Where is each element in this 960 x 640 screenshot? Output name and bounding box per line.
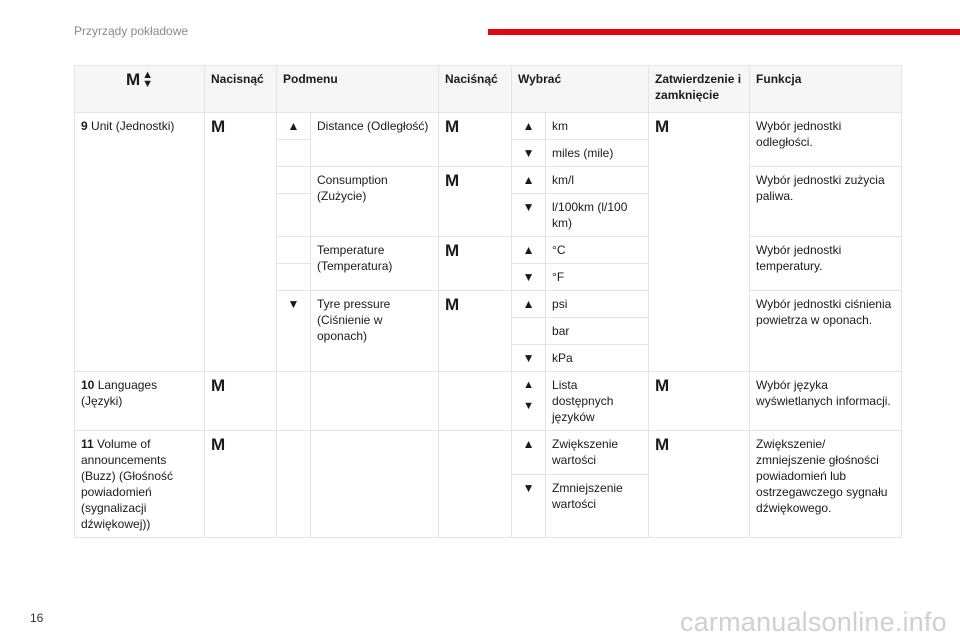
option-increase: Zwiększenie wartości	[546, 431, 649, 475]
table-row	[75, 372, 902, 431]
table-row	[75, 431, 902, 475]
menu-button-icon: M	[445, 241, 460, 260]
menu-key-cell	[439, 291, 512, 372]
option-celsius: °C	[546, 237, 649, 264]
empty-cell	[277, 167, 311, 194]
function-tyre-pressure: Wybór jednostki ciśnienia powietrza w oponach.	[750, 291, 902, 372]
function-temperature: Wybór jednostki temperatury.	[750, 237, 902, 291]
option-l-per-100km: l/100km (l/100 km)	[546, 194, 649, 237]
settings-table	[74, 65, 902, 538]
menu-button-icon: M	[211, 376, 226, 395]
menu-button-icon: M	[445, 117, 460, 136]
header-confirm: Zatwierdzenie i zamknięcie	[649, 66, 750, 113]
confirm-key-cell	[649, 113, 750, 372]
empty-cell	[439, 372, 512, 431]
up-arrow-icon: ▲	[512, 431, 546, 475]
option-km-per-l: km/l	[546, 167, 649, 194]
header-press-2: Naciśnąć	[439, 66, 512, 113]
empty-cell	[277, 264, 311, 291]
header-controls-icon	[75, 66, 205, 113]
down-arrow-icon: ▼	[512, 475, 546, 538]
menu-key-cell	[205, 372, 277, 431]
menu-button-icon: M	[655, 376, 670, 395]
menu-button-icon: M	[655, 117, 670, 136]
section-accent-bar	[488, 29, 960, 35]
option-psi: psi	[546, 291, 649, 318]
menu-button-icon: M	[655, 435, 670, 454]
menu-button-icon: M	[125, 70, 141, 89]
confirm-key-cell	[649, 372, 750, 431]
header-select: Wybrać	[512, 66, 649, 113]
empty-cell	[277, 372, 311, 431]
row-label-volume: 11 Volume of announcements (Buzz) (Głośność powiadomień (sygnalizacji dźwiękowej))	[75, 431, 205, 538]
option-bar: bar	[546, 318, 649, 345]
down-arrow-icon: ▼	[277, 291, 311, 372]
row-label-languages: 10 Languages (Języki)	[75, 372, 205, 431]
row-label-units: 9 Unit (Jednostki)	[75, 113, 205, 372]
submenu-tyre-pressure: Tyre pressure (Ciśnienie w oponach)	[311, 291, 439, 372]
menu-key-cell	[439, 113, 512, 167]
menu-key-cell	[205, 113, 277, 372]
up-arrow-icon: ▲	[277, 113, 311, 140]
empty-cell	[277, 194, 311, 237]
up-arrow-icon: ▲	[512, 291, 546, 318]
option-fahrenheit: °F	[546, 264, 649, 291]
option-language-list: Lista dostępnych języków	[546, 372, 649, 431]
empty-cell	[277, 431, 311, 538]
up-down-arrows-icon: ▲ ▼	[142, 69, 154, 90]
down-arrow-icon: ▼	[512, 140, 546, 167]
down-arrow-icon: ▼	[512, 264, 546, 291]
menu-button-icon: M	[211, 435, 226, 454]
menu-key-cell	[439, 167, 512, 237]
down-arrow-icon: ▼	[512, 345, 546, 372]
confirm-key-cell	[649, 431, 750, 538]
empty-cell	[277, 237, 311, 264]
header-function: Funkcja	[750, 66, 902, 113]
page-number: 16	[30, 611, 44, 625]
menu-key-cell	[439, 237, 512, 291]
empty-cell	[512, 318, 546, 345]
submenu-temperature: Temperature (Temperatura)	[311, 237, 439, 291]
option-miles: miles (mile)	[546, 140, 649, 167]
table-header-row	[75, 66, 902, 113]
function-volume: Zwiększenie/ zmniejszenie głośności powiadomień lub ostrzegawczego sygnału dźwiękowego.	[750, 431, 902, 538]
function-languages: Wybór języka wyświetlanych informacji.	[750, 372, 902, 431]
section-title: Przyrządy pokładowe	[74, 24, 189, 38]
menu-key-cell	[205, 431, 277, 538]
option-decrease: Zmniejszenie wartości	[546, 475, 649, 538]
empty-cell	[277, 140, 311, 167]
empty-cell	[311, 431, 439, 538]
option-km: km	[546, 113, 649, 140]
function-distance: Wybór jednostki odległości.	[750, 113, 902, 167]
empty-cell	[439, 431, 512, 538]
up-arrow-icon: ▲	[512, 167, 546, 194]
watermark: carmanualsonline.info	[680, 607, 947, 637]
menu-button-icon: M	[445, 171, 460, 190]
submenu-consumption: Consumption (Zużycie)	[311, 167, 439, 237]
empty-cell	[311, 372, 439, 431]
header-submenu: Podmenu	[277, 66, 439, 113]
option-kpa: kPa	[546, 345, 649, 372]
submenu-distance: Distance (Odległość)	[311, 113, 439, 167]
function-consumption: Wybór jednostki zużycia paliwa.	[750, 167, 902, 237]
table-row	[75, 113, 902, 140]
down-arrow-icon: ▼	[512, 194, 546, 237]
menu-button-icon: M	[211, 117, 226, 136]
up-arrow-icon: ▲	[512, 113, 546, 140]
up-arrow-icon: ▲	[512, 237, 546, 264]
menu-button-icon: M	[445, 295, 460, 314]
header-press: Nacisnąć	[205, 66, 277, 113]
up-down-arrows-icon: ▲ ▼	[512, 372, 546, 431]
